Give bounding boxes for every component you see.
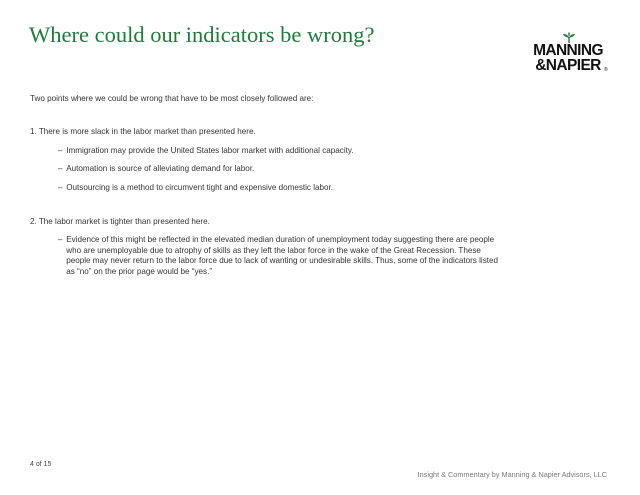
sub-text: Automation is source of alleviating demand for labor. [66, 164, 255, 174]
page-title: Where could our indicators be wrong? [29, 22, 375, 47]
footer-text: Insight & Commentary by Manning & Napier Advisors, LLC [417, 470, 607, 479]
logo-line-2: &NAPIER [535, 57, 601, 74]
dash: – [58, 235, 63, 245]
logo-line-1: MANNING [533, 42, 603, 59]
point-1-sub-1 [30, 146, 500, 156]
dash: – [58, 182, 63, 192]
dash: – [58, 164, 63, 174]
spacer [30, 201, 500, 217]
point-1-heading: 1. There is more slack in the labor market than presented here. [30, 127, 256, 137]
point-1-sub-3 [30, 183, 500, 193]
dash: – [58, 145, 63, 155]
sub-text: Evidence of this might be reflected in the elevated median duration of unemployment today suggesting there are people who are unemployable due to atrophy of skills as they left the labor force in the wake of the Great Recession. These people may never return to the labor force due to lack of wanting or undesirable skills. Thus, some of the indicators listed as “no” on the prior page would be “yes.” [66, 235, 498, 276]
manning-napier-logo [528, 32, 608, 74]
registered-mark: ® [604, 67, 608, 73]
sub-text: Outsourcing is a method to circumvent tight and expensive domestic labor. [66, 182, 334, 192]
sub-text: Immigration may provide the United States labor market with additional capacity. [66, 145, 354, 155]
body-content [30, 94, 500, 285]
page-number: 4 of 15 [30, 461, 52, 468]
point-2-sub-1 [30, 235, 500, 277]
intro-text: Two points where we could be wrong that have to be most closely followed are: [30, 94, 314, 103]
point-1-sub-2 [30, 164, 500, 174]
point-2-heading: 2. The labor market is tighter than presented here. [30, 217, 210, 227]
